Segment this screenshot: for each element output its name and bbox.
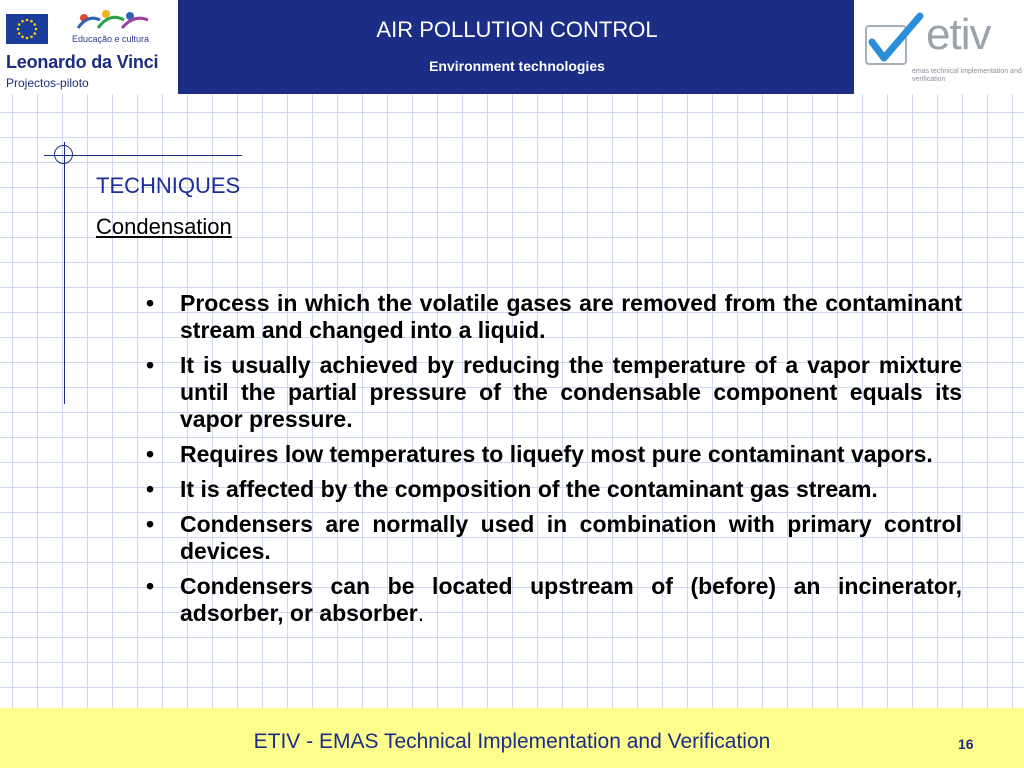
page-subtitle: Environment technologies <box>429 58 605 74</box>
bullet-tail-period: . <box>417 600 425 626</box>
bullet-marker: • <box>146 352 155 378</box>
section-title: TECHNIQUES <box>96 173 241 198</box>
etiv-wordmark: etiv <box>926 10 991 59</box>
decorative-line-horizontal <box>44 155 242 156</box>
bullet-text: Condensers can be located upstream of (before) an incinerator, adsorber, or absorber <box>180 573 962 626</box>
program-name: Leonardo da Vinci <box>6 52 159 72</box>
list-item <box>140 441 962 468</box>
eu-flag-logo <box>6 14 48 44</box>
eu-stars-icon <box>6 14 48 44</box>
list-item <box>140 573 962 627</box>
section-subtitle: Condensation <box>96 214 232 239</box>
page-number: 16 <box>958 736 974 752</box>
decorative-line-vertical <box>64 142 65 404</box>
list-item <box>140 511 962 565</box>
etiv-caption: emas technical implementation and verification <box>912 68 1022 83</box>
bullet-text: It is usually achieved by reducing the temperature of a vapor mixture until the partial pressure of the condensable component equals its vapor pressure. <box>180 352 962 432</box>
header-left-logos <box>0 0 180 94</box>
list-item <box>140 290 962 344</box>
bullet-marker: • <box>146 290 155 316</box>
bullet-text: Requires low temperatures to liquefy most pure contaminant vapors. <box>180 441 933 467</box>
footer-text: ETIV - EMAS Technical Implementation and Verification <box>253 730 771 753</box>
bullet-text: It is affected by the composition of the contaminant gas stream. <box>180 476 878 502</box>
bullet-marker: • <box>146 573 155 599</box>
bullet-marker: • <box>146 511 155 537</box>
bullet-text: Process in which the volatile gases are removed from the contaminant stream and changed into a liquid. <box>180 290 962 343</box>
checkmark-icon <box>864 12 926 70</box>
header-band <box>180 0 854 94</box>
program-caption: Educação e cultura <box>72 34 150 44</box>
decorative-circle <box>54 145 73 164</box>
bullet-marker: • <box>146 441 155 467</box>
bullet-marker: • <box>146 476 155 502</box>
list-item <box>140 352 962 433</box>
footer <box>0 708 1024 768</box>
bullet-list <box>140 290 962 635</box>
education-culture-logo <box>76 6 156 34</box>
etiv-logo <box>854 0 1024 94</box>
list-item <box>140 476 962 503</box>
page-title: AIR POLLUTION CONTROL <box>376 17 658 42</box>
bullet-text: Condensers are normally used in combination with primary control devices. <box>180 511 962 564</box>
program-subtitle: Projectos-piloto <box>6 76 89 90</box>
